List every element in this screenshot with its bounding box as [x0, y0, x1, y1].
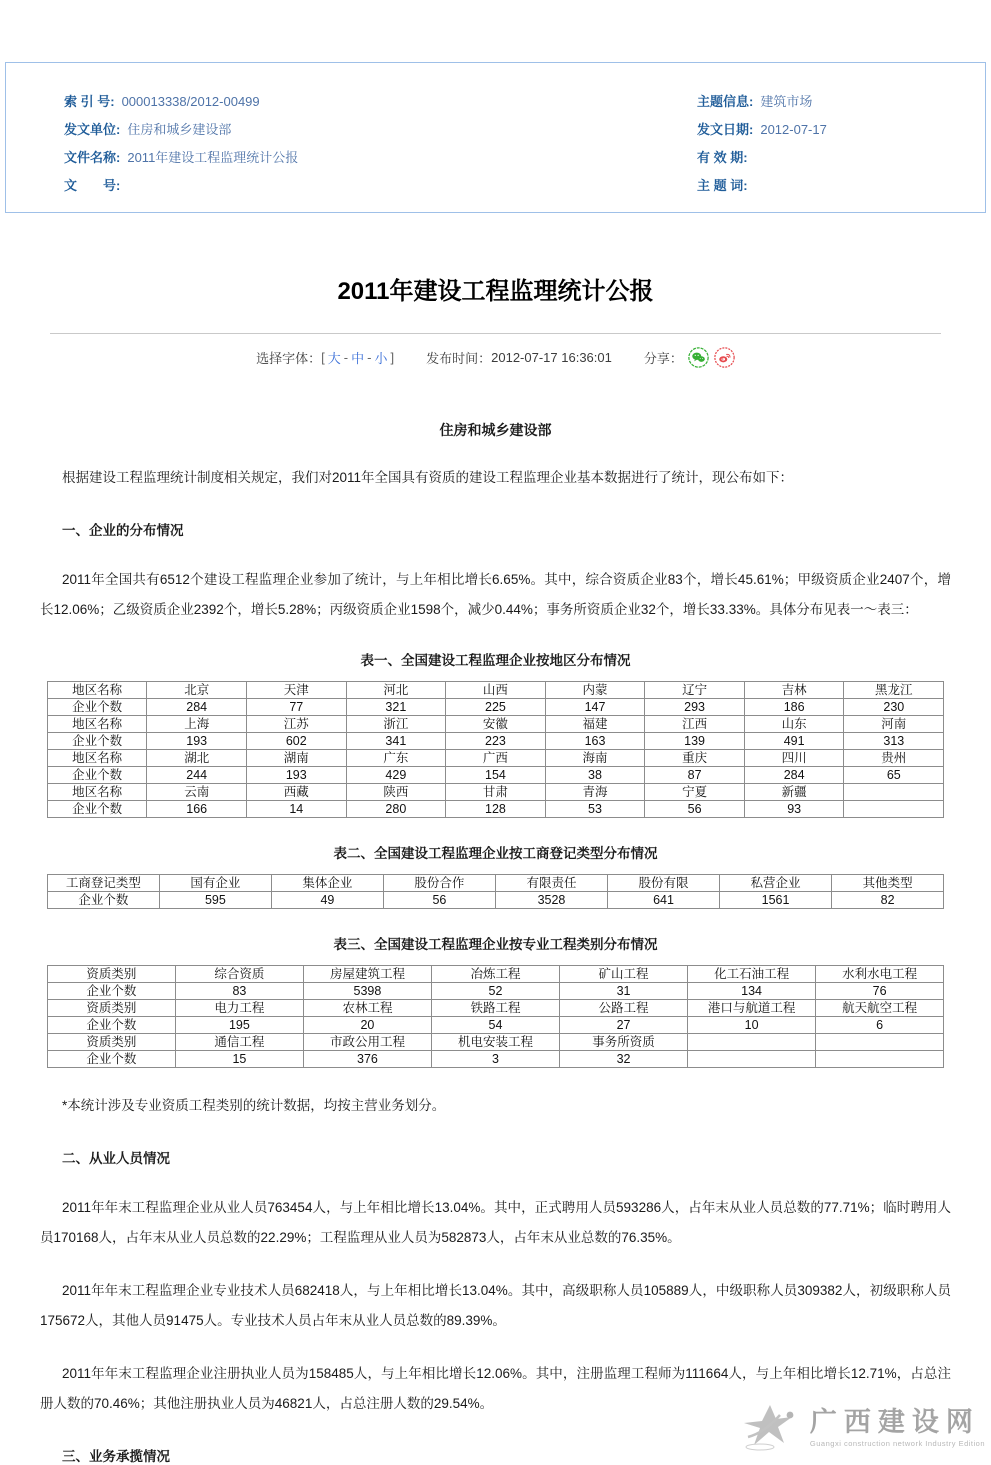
meta-label: 发文单位:: [64, 122, 121, 137]
table-cell: 321: [346, 699, 446, 716]
table-cell: 宁夏: [645, 784, 745, 801]
table2-caption: 表二、全国建设工程监理企业按工商登记类型分布情况: [333, 846, 658, 861]
table-row: [47, 716, 943, 733]
table-cell: 32: [560, 1051, 688, 1068]
table-row: [47, 1017, 943, 1034]
section-heading-2: 二、从业人员情况: [62, 1151, 170, 1166]
table-cell: 186: [744, 699, 844, 716]
table-cell: 193: [147, 733, 247, 750]
table-row: [47, 699, 943, 716]
table-row: [47, 966, 943, 983]
table-cell: 93: [744, 801, 844, 818]
table-cell: 铁路工程: [431, 1000, 559, 1017]
table-cell: 河北: [346, 682, 446, 699]
document-meta-box: [5, 62, 986, 213]
table3-caption: 表三、全国建设工程监理企业按专业工程类别分布情况: [333, 937, 658, 952]
table-cell: 黑龙江: [844, 682, 944, 699]
table-cell: 163: [545, 733, 645, 750]
table-cell: 安徽: [446, 716, 546, 733]
meta-label: 文 号:: [64, 178, 121, 193]
table-row: [47, 1051, 943, 1068]
table-row: [47, 767, 943, 784]
table-row: [47, 1034, 943, 1051]
table-cell: 吉林: [744, 682, 844, 699]
brand-subtitle: Guangxi construction network Industry Edition: [809, 1439, 985, 1448]
table-cell: 53: [545, 801, 645, 818]
table-cell: 3528: [495, 892, 607, 909]
table-cell: 491: [744, 733, 844, 750]
table-row: [47, 983, 943, 1000]
table-cell: 企业个数: [47, 767, 147, 784]
font-size-small-link[interactable]: 小: [374, 351, 388, 366]
table-registration-type: [47, 874, 944, 909]
table-cell: 5398: [303, 983, 431, 1000]
meta-value: 住房和城乡建设部: [127, 122, 232, 137]
table-cell: 湖北: [147, 750, 247, 767]
font-size-selector: [256, 348, 394, 367]
table-cell: [688, 1051, 816, 1068]
meta-row-index-number: [64, 88, 697, 116]
table-cell: 企业个数: [47, 733, 147, 750]
table-row: [47, 875, 943, 892]
publish-time-label: 发布时间：: [426, 351, 492, 366]
table-cell: 国有企业: [159, 875, 271, 892]
meta-value: 2011年建设工程监理统计公报: [127, 150, 299, 165]
table-cell: 154: [446, 767, 546, 784]
site-watermark: [740, 1403, 985, 1453]
table-row: [47, 784, 943, 801]
meta-column-left: [6, 88, 697, 200]
table-cell: [816, 1051, 944, 1068]
paragraph-intro: 根据建设工程监理统计制度相关规定，我们对2011年全国具有资质的建设工程监理企业基本数据进行了统计，现公布如下：: [62, 470, 794, 485]
table-cell: 事务所资质: [560, 1034, 688, 1051]
table-cell: 3: [431, 1051, 559, 1068]
table1-caption: 表一、全国建设工程监理企业按地区分布情况: [360, 653, 631, 668]
table-cell: 青海: [545, 784, 645, 801]
table-cell: 20: [303, 1017, 431, 1034]
table-cell: 82: [832, 892, 944, 909]
table-cell: 6: [816, 1017, 944, 1034]
table-row: [47, 750, 943, 767]
table-row: [47, 1000, 943, 1017]
table-cell: 52: [431, 983, 559, 1000]
table-cell: 企业个数: [47, 1017, 175, 1034]
table-cell: 429: [346, 767, 446, 784]
table-cell: 水利水电工程: [816, 966, 944, 983]
table-cell: 江西: [645, 716, 745, 733]
table-cell: 山西: [446, 682, 546, 699]
meta-row-issuing-unit: [64, 116, 697, 144]
meta-label: 索 引 号:: [64, 94, 115, 109]
table-cell: 工商登记类型: [47, 875, 159, 892]
table-cell: 193: [246, 767, 346, 784]
paragraph-registered-stats: 2011年年末工程监理企业注册执业人员为158485人，与上年相比增长12.06%。其中，注册监理工程师为111664人，与上年相比增长12.71%，占总注册人数的70.46%；其他注册执业人员为46821人，占总注册人数的29.54%。: [40, 1366, 951, 1411]
table-cell: 49: [271, 892, 383, 909]
issuer-heading: 住房和城乡建设部: [439, 422, 552, 438]
table-cell: 地区名称: [47, 750, 147, 767]
table-cell: 福建: [545, 716, 645, 733]
table-cell: 航天航空工程: [816, 1000, 944, 1017]
table-cell: 企业个数: [47, 983, 175, 1000]
title-divider: [50, 333, 941, 334]
table-cell: 195: [175, 1017, 303, 1034]
table-cell: 综合资质: [175, 966, 303, 983]
table-cell: 公路工程: [560, 1000, 688, 1017]
table-cell: 280: [346, 801, 446, 818]
table-cell: 河南: [844, 716, 944, 733]
table-cell: 云南: [147, 784, 247, 801]
weibo-icon[interactable]: [714, 347, 735, 368]
table-cell: 31: [560, 983, 688, 1000]
table-cell: 有限责任: [495, 875, 607, 892]
table-cell: 376: [303, 1051, 431, 1068]
table-cell: 私营企业: [720, 875, 832, 892]
meta-value: 000013338/2012-00499: [121, 94, 260, 109]
table-cell: 广西: [446, 750, 546, 767]
table-cell: 资质类别: [47, 966, 175, 983]
table-cell: 房屋建筑工程: [303, 966, 431, 983]
meta-row-doc-number: [64, 172, 697, 200]
font-size-medium-link[interactable]: 中: [351, 351, 365, 366]
table-cell: 地区名称: [47, 682, 147, 699]
meta-row-issue-date: [697, 116, 985, 144]
table-cell: 海南: [545, 750, 645, 767]
table-cell: 广东: [346, 750, 446, 767]
table-cell: 65: [844, 767, 944, 784]
table-cell: 企业个数: [47, 1051, 175, 1068]
table-cell: 341: [346, 733, 446, 750]
table-specialty-category: [47, 965, 944, 1068]
table-cell: 602: [246, 733, 346, 750]
table-cell: 企业个数: [47, 801, 147, 818]
section-heading-1: 一、企业的分布情况: [62, 523, 184, 538]
table-cell: 225: [446, 699, 546, 716]
share-group: [644, 347, 735, 368]
article-toolbar: [0, 347, 991, 368]
table-cell: 浙江: [346, 716, 446, 733]
table-cell: 电力工程: [175, 1000, 303, 1017]
section-heading-3: 三、业务承揽情况: [62, 1449, 170, 1464]
meta-label: 文件名称:: [64, 150, 121, 165]
table-cell: 通信工程: [175, 1034, 303, 1051]
table-cell: 江苏: [246, 716, 346, 733]
font-size-separator: -: [343, 350, 349, 365]
table-cell: 地区名称: [47, 716, 147, 733]
table-cell: 辽宁: [645, 682, 745, 699]
table-cell: 223: [446, 733, 546, 750]
table-cell: 77: [246, 699, 346, 716]
table-cell: 313: [844, 733, 944, 750]
table-cell: 14: [246, 801, 346, 818]
table-cell: [816, 1034, 944, 1051]
table-cell: 港口与航道工程: [688, 1000, 816, 1017]
table-cell: 四川: [744, 750, 844, 767]
meta-label: 有 效 期:: [697, 150, 748, 165]
table-cell: 北京: [147, 682, 247, 699]
table-cell: [844, 801, 944, 818]
table-cell: 甘肃: [446, 784, 546, 801]
table-cell: 54: [431, 1017, 559, 1034]
publish-time-group: [426, 348, 612, 367]
meta-column-right: [697, 88, 985, 200]
table-cell: 股份有限: [607, 875, 719, 892]
star-logo-icon: [740, 1403, 802, 1453]
table-row: [47, 733, 943, 750]
meta-row-keywords: [697, 172, 985, 200]
table-cell: 56: [383, 892, 495, 909]
table-cell: 293: [645, 699, 745, 716]
table-cell: 企业个数: [47, 892, 159, 909]
table-cell: 139: [645, 733, 745, 750]
table-cell: 166: [147, 801, 247, 818]
table-row: [47, 892, 943, 909]
table-cell: 贵州: [844, 750, 944, 767]
article-body: [40, 420, 951, 1465]
table-region-distribution: [47, 681, 944, 818]
table-cell: 1561: [720, 892, 832, 909]
paragraph-staff-stats: 2011年年末工程监理企业从业人员763454人，与上年相比增长13.04%。其中，正式聘用人员593286人，占年末从业人员总数的77.71%；临时聘用人员170168人，占年末从业人员总数的22.29%；工程监理从业人员为582873人，占年末从业总数的76.35%。: [40, 1200, 951, 1245]
table-cell: 西藏: [246, 784, 346, 801]
font-size-large-link[interactable]: 大: [327, 351, 341, 366]
paragraph-company-stats: 2011年全国共有6512个建设工程监理企业参加了统计，与上年相比增长6.65%。其中，综合资质企业83个，增长45.61%；甲级资质企业2407个，增长12.06%；乙级资质企业2392个，增长5.28%；丙级资质企业1598个，减少0.44%；事务所资质企业32个，增长33.33%。具体分布见表一～表三：: [40, 572, 951, 617]
meta-value: 建筑市场: [760, 94, 813, 109]
table-cell: 56: [645, 801, 745, 818]
table-cell: 资质类别: [47, 1000, 175, 1017]
table-cell: 其他类型: [832, 875, 944, 892]
table-row: [47, 682, 943, 699]
meta-label: 主 题 词:: [697, 178, 748, 193]
publish-time-value: 2012-07-17 16:36:01: [491, 350, 612, 365]
table-cell: 上海: [147, 716, 247, 733]
wechat-icon[interactable]: [688, 347, 709, 368]
table-cell: 27: [560, 1017, 688, 1034]
table-cell: 147: [545, 699, 645, 716]
table-cell: 冶炼工程: [431, 966, 559, 983]
table-cell: 128: [446, 801, 546, 818]
paragraph-technical-stats: 2011年年末工程监理企业专业技术人员682418人，与上年相比增长13.04%。其中，高级职称人员105889人，中级职称人员309382人，初级职称人员175672人，其他人员91475人。专业技术人员占年末从业人员总数的89.39%。: [40, 1283, 951, 1328]
share-label: 分享：: [643, 351, 683, 366]
table-cell: 机电安装工程: [431, 1034, 559, 1051]
meta-label: 发文日期:: [697, 122, 754, 137]
table-cell: 641: [607, 892, 719, 909]
bracket-open: [: [321, 350, 325, 365]
table-row: [47, 801, 943, 818]
table-cell: 地区名称: [47, 784, 147, 801]
table-cell: 市政公用工程: [303, 1034, 431, 1051]
brand-text-block: [810, 1408, 985, 1448]
table-cell: 集体企业: [271, 875, 383, 892]
font-size-separator: -: [367, 350, 372, 365]
table-cell: 农林工程: [303, 1000, 431, 1017]
table-cell: 化工石油工程: [688, 966, 816, 983]
table-cell: 244: [147, 767, 247, 784]
paragraph-note: *本统计涉及专业资质工程类别的统计数据，均按主营业务划分。: [62, 1098, 446, 1113]
table-cell: 股份合作: [383, 875, 495, 892]
table-cell: 重庆: [645, 750, 745, 767]
table-cell: 38: [545, 767, 645, 784]
table-cell: 230: [844, 699, 944, 716]
font-selector-label: 选择字体：: [256, 351, 322, 366]
table-cell: 87: [645, 767, 745, 784]
table-cell: 76: [816, 983, 944, 1000]
meta-row-topic-info: [697, 88, 985, 116]
bracket-close: ]: [390, 350, 395, 365]
table-cell: 83: [175, 983, 303, 1000]
table-cell: 595: [159, 892, 271, 909]
table-cell: 矿山工程: [560, 966, 688, 983]
table-cell: 陕西: [346, 784, 446, 801]
table-cell: [688, 1034, 816, 1051]
table-cell: 资质类别: [47, 1034, 175, 1051]
table-cell: 天津: [246, 682, 346, 699]
meta-row-file-name: [64, 144, 697, 172]
table-cell: [844, 784, 944, 801]
table-cell: 湖南: [246, 750, 346, 767]
table-cell: 内蒙: [545, 682, 645, 699]
table-cell: 新疆: [744, 784, 844, 801]
table-cell: 284: [147, 699, 247, 716]
table-cell: 10: [688, 1017, 816, 1034]
table-cell: 15: [175, 1051, 303, 1068]
table-cell: 企业个数: [47, 699, 147, 716]
table-cell: 山东: [744, 716, 844, 733]
page: [0, 62, 991, 1463]
meta-value: 2012-07-17: [760, 122, 827, 137]
meta-label: 主题信息:: [697, 94, 754, 109]
brand-title: 广西建设网: [809, 1407, 980, 1438]
page-title: 2011年建设工程监理统计公报: [337, 278, 654, 305]
table-cell: 134: [688, 983, 816, 1000]
meta-row-valid-period: [697, 144, 985, 172]
table-cell: 284: [744, 767, 844, 784]
